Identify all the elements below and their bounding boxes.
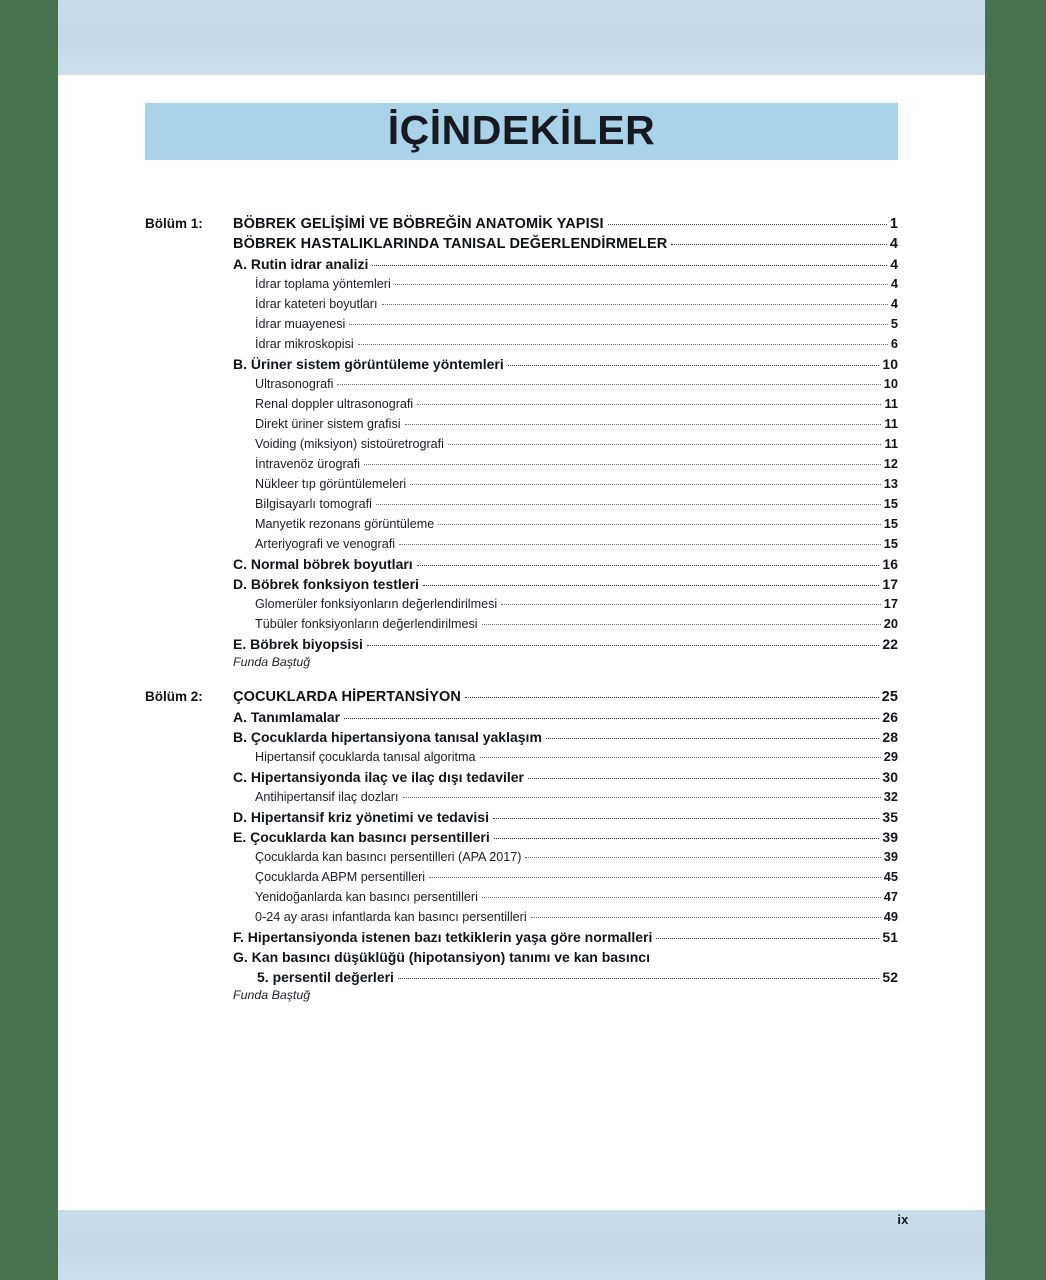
dot-leader [367,645,879,646]
toc-entry-page-number: 39 [882,829,898,845]
toc-entry[interactable] [233,949,898,965]
dot-leader [508,365,880,366]
toc-entry-page-number: 25 [881,689,898,705]
toc-entry-page-number: 20 [883,616,898,631]
toc-entry[interactable] [233,236,898,252]
toc-entry-title: A. Rutin idrar analizi [233,256,369,272]
toc-entry-row[interactable] [145,516,898,531]
toc-entry-page-number: 6 [890,336,898,351]
dot-leader [398,978,879,979]
toc-entry[interactable] [233,636,898,652]
toc-entry-title: 5. persentil değerleri [257,969,394,985]
dot-leader [531,917,881,918]
dot-leader [337,384,880,385]
toc-entry-row[interactable] [145,729,898,745]
toc-entry-page-number: 5 [890,316,898,331]
dot-leader [494,838,880,839]
toc-entry[interactable] [233,256,898,272]
toc-entry-title: Tübüler fonksiyonların değerlendirilmesi [255,617,478,631]
toc-entry-row[interactable] [145,809,898,825]
toc-entry-title: Hipertansif çocuklarda tanısal algoritma [255,750,476,764]
toc-entry-page-number: 11 [884,416,898,431]
toc-entry-page-number: 32 [883,789,898,804]
toc-entry-row[interactable] [145,596,898,611]
toc-entry-row[interactable] [145,636,898,652]
toc-entry[interactable] [255,416,898,431]
toc-entry-page-number: 52 [882,969,898,985]
toc-entry-title: Yenidoğanlarda kan basıncı persentilleri [255,890,478,904]
chapter-author: Funda Baştuğ [233,988,311,1002]
toc-entry-row[interactable] [145,949,898,965]
toc-entry-page-number: 29 [883,749,898,764]
toc-entry-page-number: 11 [884,396,898,411]
dot-leader [482,897,881,898]
toc-entry-page-number: 47 [883,889,898,904]
left-edge-band [0,0,58,1280]
toc-entry-title: İdrar kateteri boyutları [255,297,378,311]
dot-leader [429,877,881,878]
chapter-label: Bölüm 2: [145,689,203,704]
right-edge-band [985,0,1046,1280]
toc-entry-title: İdrar muayenesi [255,317,346,331]
toc-entry[interactable] [255,376,898,391]
dot-leader [417,404,881,405]
toc-entry-title: Çocuklarda ABPM persentilleri [255,870,426,884]
dot-leader [405,424,882,425]
dot-leader [423,585,879,586]
toc-entry-row[interactable] [145,909,898,924]
toc-entry-title: D. Hipertansif kriz yönetimi ve tedavisi [233,809,489,825]
dot-leader [358,344,888,345]
toc-entry-page-number: 35 [882,809,898,825]
toc-entry-page-number: 4 [890,276,898,291]
toc-entry-title: Renal doppler ultrasonografi [255,397,414,411]
toc-entry-row[interactable] [145,436,898,451]
dot-leader [501,604,881,605]
toc-entry-title: Glomerüler fonksiyonların değerlendirilmesi [255,597,498,611]
toc-entry-title: B. Çocuklarda hipertansiyona tanısal yaklaşım [233,729,542,745]
toc-entry-row[interactable] [145,456,898,471]
toc-entry-page-number: 10 [883,376,898,391]
toc-entry[interactable] [233,556,898,572]
toc-entry-row[interactable] [145,416,898,431]
page-folio: ix [897,1212,909,1227]
dot-leader [403,797,881,798]
toc-entry[interactable] [255,869,898,884]
toc-entry-title: Arteriyografi ve venografi [255,537,395,551]
toc-entry[interactable] [233,809,898,825]
toc-entry[interactable] [255,749,898,764]
toc-entry-title: D. Böbrek fonksiyon testleri [233,576,419,592]
toc-entry-row[interactable] [145,689,898,705]
toc-entry-row[interactable] [145,396,898,411]
toc-entry-title: Antihipertansif ilaç dozları [255,790,399,804]
toc-entry-page-number: 15 [883,496,898,511]
toc-entry[interactable] [233,829,898,845]
toc-entry[interactable] [255,789,898,804]
dot-leader [546,738,880,739]
toc-entry-row[interactable] [145,236,898,252]
chapter-author: Funda Baştuğ [233,655,311,669]
toc-entry[interactable] [255,316,898,331]
toc-entry-title: E. Böbrek biyopsisi [233,636,363,652]
toc-entry-page-number: 1 [889,216,898,232]
toc-entry[interactable] [255,396,898,411]
toc-entry-row[interactable] [145,356,898,372]
toc-entry-title: F. Hipertansiyonda istenen bazı tetkiklerin yaşa göre normalleri [233,929,653,945]
toc-entry[interactable] [255,536,898,551]
toc-entry-page-number: 16 [882,556,898,572]
toc-entry-row[interactable] [145,576,898,592]
dot-leader [480,757,881,758]
dot-leader [671,244,887,245]
toc-entry[interactable] [233,729,898,745]
dot-leader [438,524,881,525]
dot-leader [399,544,881,545]
toc-entry-title: Nükleer tıp görüntülemeleri [255,477,407,491]
toc-entry-page-number: 49 [883,909,898,924]
toc-entry-page-number: 22 [882,636,898,652]
toc-entry-row[interactable] [145,929,898,945]
toc-entry-row[interactable] [145,969,898,985]
dot-leader [349,324,888,325]
toc-entry-title: Bilgisayarlı tomografi [255,497,372,511]
dot-leader [395,284,888,285]
dot-leader [417,565,880,566]
toc-entry-page-number: 11 [884,436,898,451]
toc-entry-title: Direkt üriner sistem grafisi [255,417,401,431]
toc-entry[interactable] [233,576,898,592]
toc-entry-row[interactable] [145,789,898,804]
toc-entry[interactable] [255,849,898,864]
toc-entry[interactable] [255,476,898,491]
page-header-band [58,0,985,75]
toc-entry[interactable] [255,596,898,611]
toc-entry-page-number: 10 [882,356,898,372]
toc-entry[interactable] [255,456,898,471]
toc-entry[interactable] [255,436,898,451]
toc-entry[interactable] [233,689,898,705]
toc-entry[interactable] [255,909,898,924]
toc-entry-page-number: 30 [882,769,898,785]
toc-entry[interactable] [233,709,898,725]
toc-entry-row[interactable] [145,769,898,785]
toc-entry-title: BÖBREK HASTALIKLARINDA TANISAL DEĞERLENDİRMELER [233,236,668,252]
toc-entry-row[interactable] [145,496,898,511]
toc-entry-row[interactable] [145,889,898,904]
toc-entry-title: 0-24 ay arası infantlarda kan basıncı persentilleri [255,910,527,924]
toc-entry-title: E. Çocuklarda kan basıncı persentilleri [233,829,490,845]
toc-entry-row[interactable] [145,849,898,864]
toc-entry-page-number: 12 [883,456,898,471]
toc-entry-row[interactable] [145,216,898,232]
dot-leader [654,958,895,959]
dot-leader [608,224,887,225]
toc-entry[interactable] [255,889,898,904]
toc-entry-title: C. Normal böbrek boyutları [233,556,413,572]
toc-entry-page-number: 15 [883,536,898,551]
toc-entry-page-number: 17 [883,596,898,611]
toc-entry-row[interactable] [145,276,898,291]
toc-entry-title: Voiding (miksiyon) sistoüretrografi [255,437,444,451]
toc-entry[interactable] [233,356,898,372]
toc-entry-row[interactable] [145,316,898,331]
toc-entry-row[interactable] [145,829,898,845]
toc-entry-row[interactable] [145,616,898,631]
page-title: İÇİNDEKİLER [387,107,656,153]
dot-leader [482,624,881,625]
toc-entry[interactable] [257,969,898,985]
toc-entry[interactable] [255,276,898,291]
toc-entry-row[interactable] [145,256,898,272]
toc-entry-row[interactable] [145,536,898,551]
toc-entry-title: Ultrasonografi [255,377,334,391]
toc-entry-page-number: 4 [890,296,898,311]
dot-leader [528,778,879,779]
toc-entry-page-number: 51 [882,929,898,945]
toc-entry-page-number: 26 [882,709,898,725]
toc-entry-title: G. Kan basıncı düşüklüğü (hipotansiyon) tanımı ve kan basıncı [233,949,650,965]
toc-entry-page-number: 28 [882,729,898,745]
toc-entry-row[interactable] [145,336,898,351]
toc-entry[interactable] [255,516,898,531]
toc-entry-row[interactable] [145,749,898,764]
toc-entry-title: İntravenöz ürografi [255,457,361,471]
toc-entry-row[interactable] [145,556,898,572]
toc-entry-title: İdrar mikroskopisi [255,337,354,351]
toc-entry-page-number: 4 [890,256,898,272]
chapter-label: Bölüm 1: [145,216,203,231]
toc-entry-page-number: 15 [883,516,898,531]
toc-title-banner [145,103,898,160]
toc-entry-title: B. Üriner sistem görüntüleme yöntemleri [233,356,504,372]
toc-entry[interactable] [255,336,898,351]
toc-entry[interactable] [233,216,898,232]
toc-entry-page-number: 45 [883,869,898,884]
toc-entry-row[interactable] [145,376,898,391]
toc-entry-row[interactable] [145,296,898,311]
dot-leader [410,484,881,485]
toc-entry-title: BÖBREK GELİŞİMİ VE BÖBREĞİN ANATOMİK YAPISI [233,216,604,232]
toc-entry[interactable] [233,769,898,785]
dot-leader [364,464,881,465]
toc-entry-title: C. Hipertansiyonda ilaç ve ilaç dışı tedaviler [233,769,525,785]
toc-entry-title: ÇOCUKLARDA HİPERTANSİYON [233,689,461,705]
toc-entry-page-number: 13 [883,476,898,491]
toc-entry-title: Manyetik rezonans görüntüleme [255,517,435,531]
toc-entry-page-number: 4 [889,236,898,252]
dot-leader [382,304,888,305]
dot-leader [448,444,881,445]
dot-leader [372,265,887,266]
dot-leader [525,857,880,858]
toc-entry-row[interactable] [145,476,898,491]
toc-entry-page-number: 17 [882,576,898,592]
toc-entry[interactable] [233,929,898,945]
dot-leader [493,818,879,819]
toc-entry[interactable] [255,496,898,511]
toc-entry-page-number: 39 [883,849,898,864]
dot-leader [376,504,881,505]
chapter-gap [145,671,898,689]
toc-entry-row[interactable] [145,709,898,725]
toc-entry-row[interactable] [145,869,898,884]
toc-entry-title: İdrar toplama yöntemleri [255,277,391,291]
toc-entry[interactable] [255,296,898,311]
dot-leader [344,718,879,719]
toc-entry-title: Çocuklarda kan basıncı persentilleri (APA 2017) [255,850,522,864]
dot-leader [656,938,879,939]
toc-entry-title: A. Tanımlamalar [233,709,341,725]
table-of-contents [145,216,898,1004]
toc-entry[interactable] [255,616,898,631]
dot-leader [465,697,879,698]
